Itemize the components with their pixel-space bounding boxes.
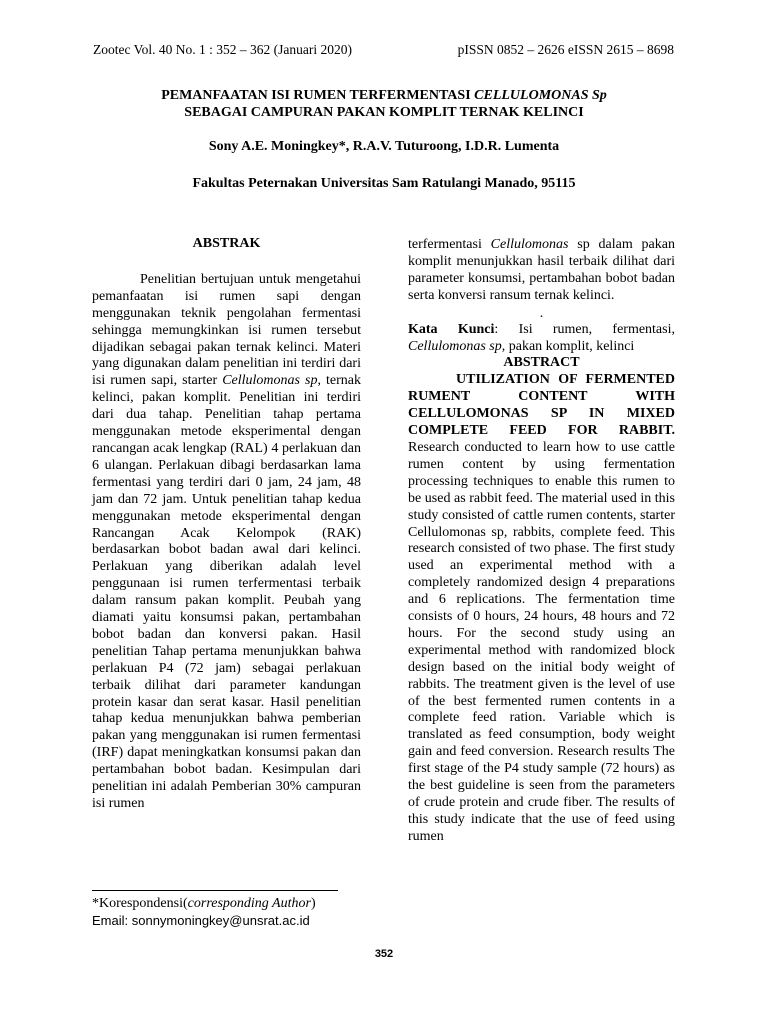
author-list: Sony A.E. Moningkey*, R.A.V. Tuturoong, I.D.R. Lumenta	[208, 139, 560, 154]
footnote-rule	[92, 890, 338, 891]
affiliation: Fakultas Peternakan Universitas Sam Ratulangi Manado, 95115	[192, 176, 576, 191]
correspondence-pre: *Korespondensi(	[92, 896, 188, 911]
keywords-italic: Cellulomonas sp	[408, 338, 502, 354]
title-line-1-text: PEMANFAATAN ISI RUMEN TERFERMENTASI	[161, 88, 475, 103]
abstract-heading: ABSTRACT	[503, 355, 580, 371]
title-line-2: SEBAGAI CAMPURAN PAKAN KOMPLIT TERNAK KELINCI	[184, 105, 584, 120]
abstract-body: Research conducted to learn how to use cattle rumen content by using fermentation processing techniques to enable this rumen to be used as rabbit feed. The material used in this study consisted of cattle rumen contents, starter Cellulomonas sp, rabbits, complete feed. This research consisted of two phase. The first study used an experimental method with a completely randomized design 4 preparations and 6 replications. The fermentation time consists of 0 hours, 24 hours, 48 hours and 72 hours. For the second study using an experimental method with randomized block design based on the initial body weight of rabbits. The treatment given is the level of use of the best fermented rumen contents in a complete feed ration. Variable which is translated as feed consumption, body weight gain and feed conversion. Research results The first stage of the P4 study sample (72 hours) as the best guideline is seen from the parameters of crude protein and crude fiber. The results of this study indicate that the use of feed using rumen	[408, 439, 675, 844]
journal-citation: Zootec Vol. 40 No. 1 : 352 – 362 (Januari 2020)	[93, 42, 352, 57]
keywords-text-2: , pakan komplit, kelinci	[501, 338, 635, 354]
abstract-paragraph	[408, 372, 675, 845]
author-email: Email: sonnymoningkey@unsrat.ac.id	[92, 913, 310, 928]
abstrak-paragraph	[92, 272, 361, 813]
running-header	[93, 42, 674, 58]
paper-title	[60, 87, 708, 121]
abstrak-cont-italic: Cellulomonas	[490, 237, 569, 252]
abstrak-heading: ABSTRAK	[192, 236, 261, 251]
left-column	[92, 236, 361, 813]
abstrak-cont-text-1: terfermentasi	[408, 237, 491, 252]
keywords-label: Kata Kunci	[408, 321, 495, 337]
correspondence-italic: corresponding Author	[187, 896, 311, 911]
keywords	[408, 322, 675, 356]
separator-dot: .	[539, 305, 544, 321]
correspondence-post: )	[310, 896, 316, 911]
abstrak-cont-text-2: sp dalam pakan komplit menunjukkan hasil terbaik dilihat dari parameter konsumsi, pertambahan bobot badan serta konversi ransum ternak kelinci.	[408, 237, 675, 303]
page-number: 352	[374, 948, 394, 960]
issn-info: pISSN 0852 – 2626 eISSN 2615 – 8698	[457, 42, 674, 57]
title-line-1-italic: CELLULOMONAS Sp	[474, 88, 607, 103]
abstract-title: UTILIZATION OF FERMENTED RUMENT CONTENT WITH CELLULOMONAS SP IN MIXED COMPLETE FEED FOR RABBIT.	[408, 372, 675, 439]
abstrak-continuation	[408, 237, 675, 305]
abstrak-italic-1: Cellulomonas sp	[222, 373, 318, 389]
footnote	[92, 895, 316, 929]
right-column	[408, 237, 675, 846]
title-line-1	[60, 87, 708, 104]
correspondence-line	[92, 895, 316, 912]
abstrak-text-1: Penelitian bertujuan untuk mengetahui pemanfaatan isi rumen sapi dengan menggunakan teknik pengolahan fermentasi sehingga memungkinkan isi rumen tersebut dijadikan sebagai pakan ternak kelinci. Materi yang digunakan dalam penelitian ini terdiri dari isi rumen sapi, starter	[92, 271, 361, 389]
abstrak-text-2: , ternak kelinci, pakan komplit. Penelitian ini terdiri dari dua tahap. Penelitian tahap pertama menggunakan metode eksperimental dengan rancangan acak lengkap (RAL) 4 perlakuan dan 6 ulangan. Perlakuan dibagi berdasarkan lama fermentasi yang terdiri dari 0 jam, 24 jam, 48 jam dan 72 jam. Untuk penelitian tahap kedua menggunakan metode eksperimental dengan Rancangan Acak Kelompok (RAK) berdasarkan bobot badan awal dari kelinci. Perlakuan yang diberikan adalah level penggunaan isi rumen terfermentasi terbaik dalam ransum pakan komplit. Peubah yang diamati yaitu konsumsi pakan, pertambahan bobot badan dan konversi pakan. Hasil penelitian Tahap pertama menunjukkan bahwa perlakuan P4 (72 jam) sebagai perlakuan terbaik dilihat dari parameter kandungan protein kasar dan serat kasar. Hasil penelitian tahap kedua menunjukkan bahwa pemberian pakan yang menggunakan isi rumen fermentasi (IRF) dapat meningkatkan konsumsi pakan dan pertambahan bobot badan. Kesimpulan dari penelitian ini adalah Pemberian 30% campuran isi rumen	[92, 373, 362, 811]
keywords-text-1: : Isi rumen, fermentasi,	[494, 321, 675, 337]
